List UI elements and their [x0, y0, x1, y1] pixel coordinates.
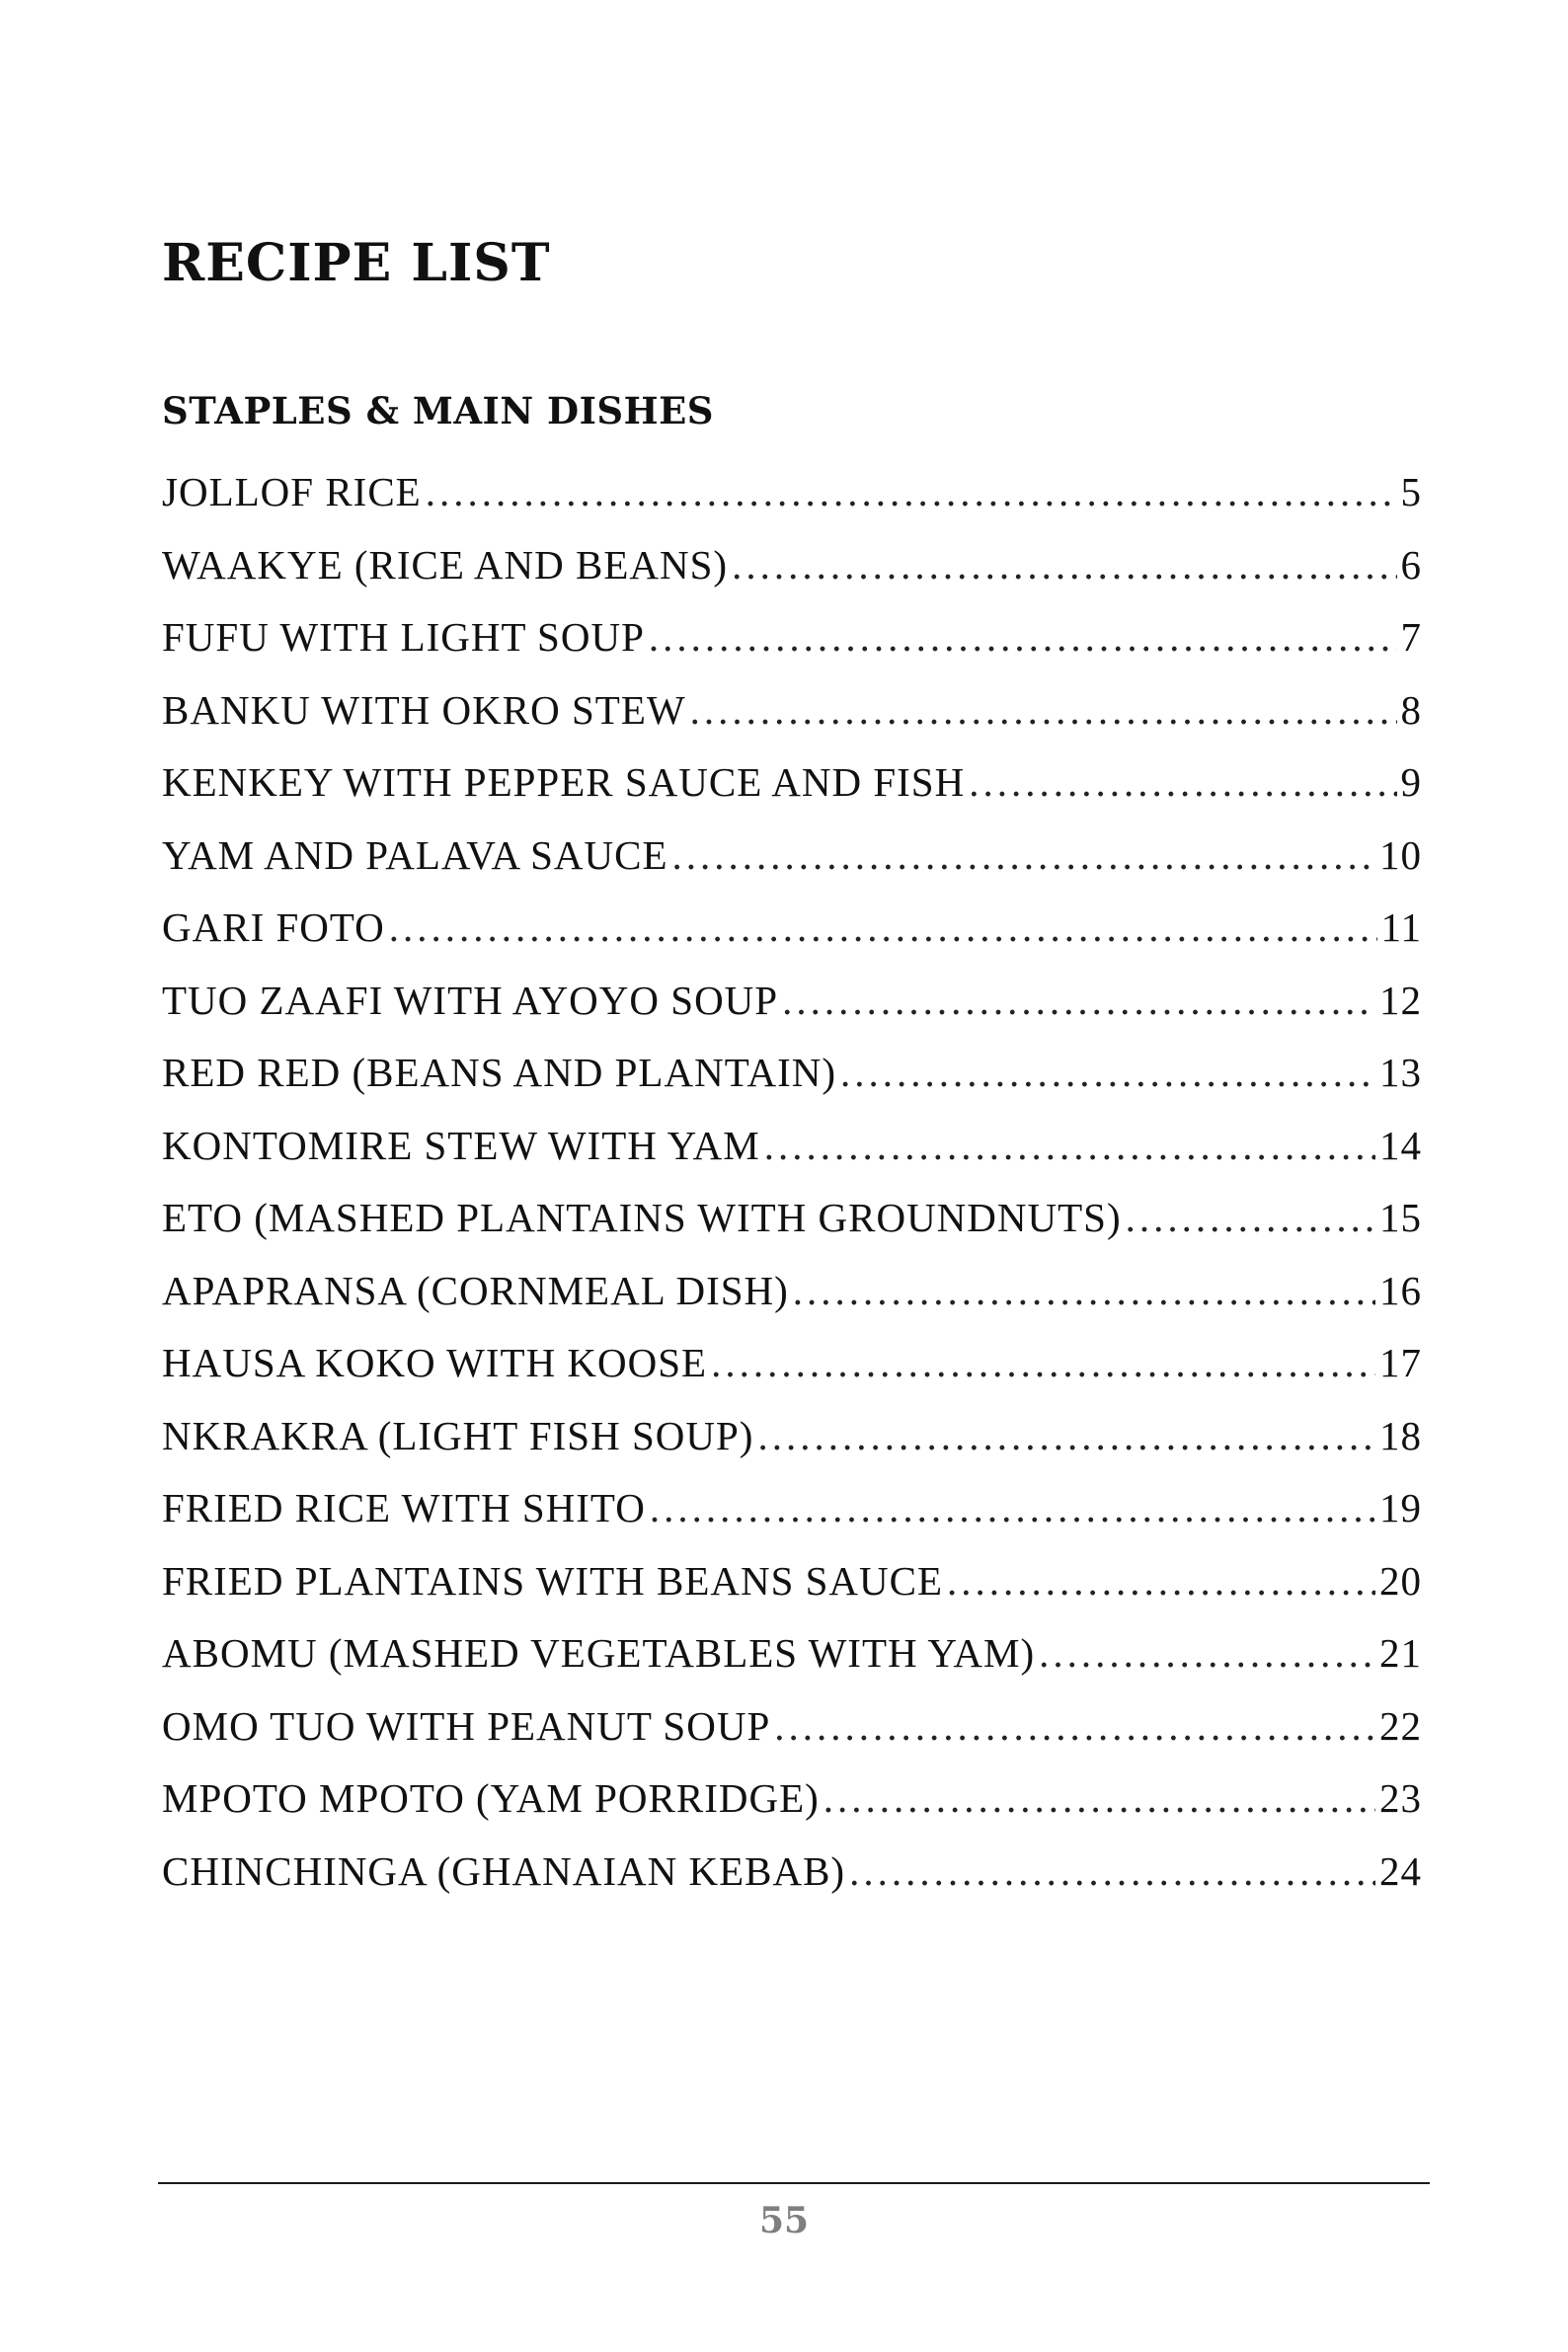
- recipe-page-number: 24: [1379, 1847, 1422, 1894]
- recipe-page-number: 6: [1400, 541, 1422, 588]
- recipe-entry: [162, 1480, 1422, 1553]
- recipe-entry: [162, 1553, 1422, 1626]
- recipe-page-number: 21: [1379, 1630, 1422, 1676]
- dot-leader: [823, 1770, 1375, 1826]
- recipe-page-number: 14: [1379, 1122, 1422, 1168]
- recipe-page-number: 19: [1379, 1485, 1422, 1530]
- dot-leader: [732, 537, 1396, 592]
- recipe-entry: [162, 973, 1422, 1046]
- footer-rule: [158, 2182, 1430, 2184]
- recipe-page-number: 22: [1379, 1702, 1422, 1749]
- recipe-name: FUFU WITH LIGHT SOUP: [162, 614, 645, 660]
- recipe-entry: [162, 1045, 1422, 1118]
- recipe-name: TUO ZAAFI WITH AYOYO SOUP: [162, 977, 779, 1023]
- dot-leader: [711, 1335, 1375, 1390]
- recipe-page-number: 16: [1379, 1267, 1422, 1313]
- dot-leader: [426, 464, 1397, 519]
- recipe-entry: [162, 1118, 1422, 1191]
- recipe-entry: [162, 1770, 1422, 1843]
- dot-leader: [840, 1045, 1375, 1100]
- dot-leader: [757, 1408, 1375, 1463]
- recipe-entry: [162, 1335, 1422, 1408]
- recipe-name: WAAKYE (RICE AND BEANS): [162, 541, 729, 588]
- recipe-entry: [162, 1843, 1422, 1917]
- dot-leader: [1039, 1625, 1375, 1681]
- recipe-page-number: 18: [1379, 1412, 1422, 1458]
- recipe-name: OMO TUO WITH PEANUT SOUP: [162, 1702, 771, 1749]
- recipe-entry: [162, 1625, 1422, 1698]
- recipe-name: FRIED RICE WITH SHITO: [162, 1485, 646, 1530]
- recipe-entry: [162, 1408, 1422, 1481]
- dot-leader: [782, 973, 1375, 1028]
- recipe-name: APAPRANSA (CORNMEAL DISH): [162, 1267, 789, 1313]
- dot-leader: [947, 1553, 1375, 1608]
- recipe-name: YAM AND PALAVA SAUCE: [162, 831, 668, 878]
- recipe-name: MPOTO MPOTO (YAM PORRIDGE): [162, 1775, 820, 1821]
- section-heading: STAPLES & MAIN DISHES: [162, 389, 715, 432]
- recipe-entry: [162, 1698, 1422, 1771]
- recipe-entry: [162, 609, 1422, 682]
- recipe-name: ABOMU (MASHED VEGETABLES WITH YAM): [162, 1630, 1036, 1676]
- recipe-page-number: 12: [1379, 977, 1422, 1023]
- dot-leader: [764, 1118, 1375, 1173]
- recipe-name: NKRAKRA (LIGHT FISH SOUP): [162, 1412, 754, 1458]
- recipe-page-number: 10: [1379, 831, 1422, 878]
- recipe-entry: [162, 464, 1422, 537]
- page-title: RECIPE LIST: [162, 233, 551, 293]
- dot-leader: [774, 1698, 1375, 1754]
- dot-leader: [793, 1263, 1375, 1318]
- dot-leader: [672, 827, 1375, 883]
- recipe-page-number: 9: [1400, 759, 1422, 805]
- recipe-page-number: 5: [1400, 469, 1422, 514]
- recipe-list: [162, 464, 1422, 1916]
- recipe-page-number: 8: [1400, 686, 1422, 733]
- recipe-entry: [162, 1263, 1422, 1336]
- recipe-page-number: 23: [1379, 1775, 1422, 1821]
- recipe-page-number: 7: [1400, 614, 1422, 660]
- recipe-entry: [162, 537, 1422, 610]
- recipe-name: GARI FOTO: [162, 904, 385, 950]
- recipe-name: RED RED (BEANS AND PLANTAIN): [162, 1050, 836, 1095]
- recipe-name: KONTOMIRE STEW WITH YAM: [162, 1122, 760, 1168]
- page-number: 55: [758, 2200, 810, 2241]
- recipe-page-number: 13: [1379, 1050, 1422, 1095]
- dot-leader: [389, 900, 1377, 955]
- recipe-entry: [162, 682, 1422, 755]
- recipe-page-number: 15: [1379, 1195, 1422, 1240]
- dot-leader: [849, 1843, 1375, 1899]
- recipe-entry: [162, 754, 1422, 827]
- recipe-entry: [162, 827, 1422, 901]
- dot-leader: [969, 754, 1396, 810]
- recipe-name: KENKEY WITH PEPPER SAUCE AND FISH: [162, 759, 966, 805]
- recipe-page-number: 11: [1380, 904, 1422, 950]
- dot-leader: [650, 1480, 1375, 1535]
- recipe-page-number: 20: [1379, 1557, 1422, 1604]
- dot-leader: [690, 682, 1397, 738]
- recipe-name: FRIED PLANTAINS WITH BEANS SAUCE: [162, 1557, 944, 1604]
- recipe-entry: [162, 900, 1422, 973]
- recipe-name: JOLLOF RICE: [162, 469, 422, 514]
- dot-leader: [1126, 1190, 1375, 1245]
- recipe-entry: [162, 1190, 1422, 1263]
- recipe-name: ETO (MASHED PLANTAINS WITH GROUNDNUTS): [162, 1195, 1122, 1240]
- recipe-name: BANKU WITH OKRO STEW: [162, 686, 686, 733]
- recipe-page-number: 17: [1379, 1340, 1422, 1385]
- recipe-name: HAUSA KOKO WITH KOOSE: [162, 1340, 708, 1385]
- recipe-name: CHINCHINGA (GHANAIAN KEBAB): [162, 1847, 846, 1894]
- dot-leader: [649, 609, 1397, 665]
